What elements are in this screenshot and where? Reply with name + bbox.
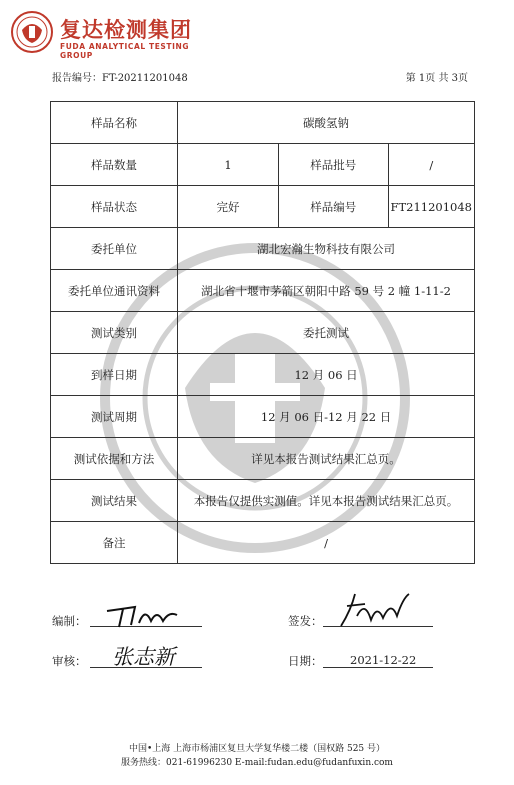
batch-value: /	[388, 144, 475, 186]
company-name-en: FUDA ANALYTICAL TESTING GROUP	[60, 42, 190, 60]
issue-date: 2021-12-22	[350, 653, 417, 667]
arrival-date-value: 12 月 06 日	[178, 354, 475, 396]
issuer-label: 签发：	[288, 614, 323, 628]
test-type-value: 委托测试	[178, 312, 475, 354]
test-result-label: 测试结果	[51, 480, 178, 522]
quantity-value: 1	[178, 144, 279, 186]
company-name-cn: 复达检测集团	[60, 18, 192, 42]
remark-value: /	[178, 522, 475, 564]
table-row	[51, 102, 475, 144]
table-row	[51, 186, 475, 228]
report-number: 报告编号：FT-20211201048	[52, 73, 188, 84]
footer-contact: 服务热线：021-61996230 E-mail:fudan.edu@fudanfuxin.com	[121, 758, 393, 768]
editor-signature-icon	[105, 603, 185, 629]
company-logo	[10, 10, 220, 60]
test-basis-value: 详见本报告测试结果汇总页。	[178, 438, 475, 480]
state-label: 样品状态	[51, 186, 178, 228]
state-value: 完好	[178, 186, 279, 228]
arrival-date-label: 到样日期	[51, 354, 178, 396]
table-row	[51, 438, 475, 480]
table-row	[51, 270, 475, 312]
client-label: 委托单位	[51, 228, 178, 270]
test-result-value: 本报告仅提供实测值。详见本报告测试结果汇总页。	[178, 480, 475, 522]
table-row	[51, 480, 475, 522]
client-value: 湖北宏瀚生物科技有限公司	[178, 228, 475, 270]
table-row	[51, 396, 475, 438]
batch-label: 样品批号	[278, 144, 388, 186]
sample-no-label: 样品编号	[278, 186, 388, 228]
page-info: 第 1页 共 3页	[405, 73, 468, 84]
reviewer-signature: 张志新	[112, 645, 175, 669]
sample-name-label: 样品名称	[51, 102, 178, 144]
table-row	[51, 144, 475, 186]
report-info-table	[50, 101, 475, 564]
sample-no-value: FT211201048	[388, 186, 475, 228]
table-row	[51, 354, 475, 396]
table-row	[51, 312, 475, 354]
table-row	[51, 522, 475, 564]
client-info-value: 湖北省十堰市茅箭区朝阳中路 59 号 2 幢 1-11-2	[178, 270, 475, 312]
test-type-label: 测试类别	[51, 312, 178, 354]
footer-address: 中国•上海 上海市杨浦区复旦大学复华楼二楼（国权路 525 号）	[128, 744, 386, 754]
sample-name-value: 碳酸氢钠	[178, 102, 475, 144]
test-period-value: 12 月 06 日-12 月 22 日	[178, 396, 475, 438]
remark-label: 备注	[51, 522, 178, 564]
quantity-label: 样品数量	[51, 144, 178, 186]
test-period-label: 测试周期	[51, 396, 178, 438]
date-label: 日期：	[288, 654, 323, 668]
client-info-label: 委托单位通讯资料	[51, 270, 178, 312]
editor-label: 编制：	[52, 614, 87, 628]
test-basis-label: 测试依据和方法	[51, 438, 178, 480]
reviewer-label: 审核：	[52, 654, 87, 668]
company-seal-icon	[10, 10, 54, 54]
date-line	[323, 667, 433, 668]
issuer-signature-icon	[335, 590, 415, 632]
table-row	[51, 228, 475, 270]
